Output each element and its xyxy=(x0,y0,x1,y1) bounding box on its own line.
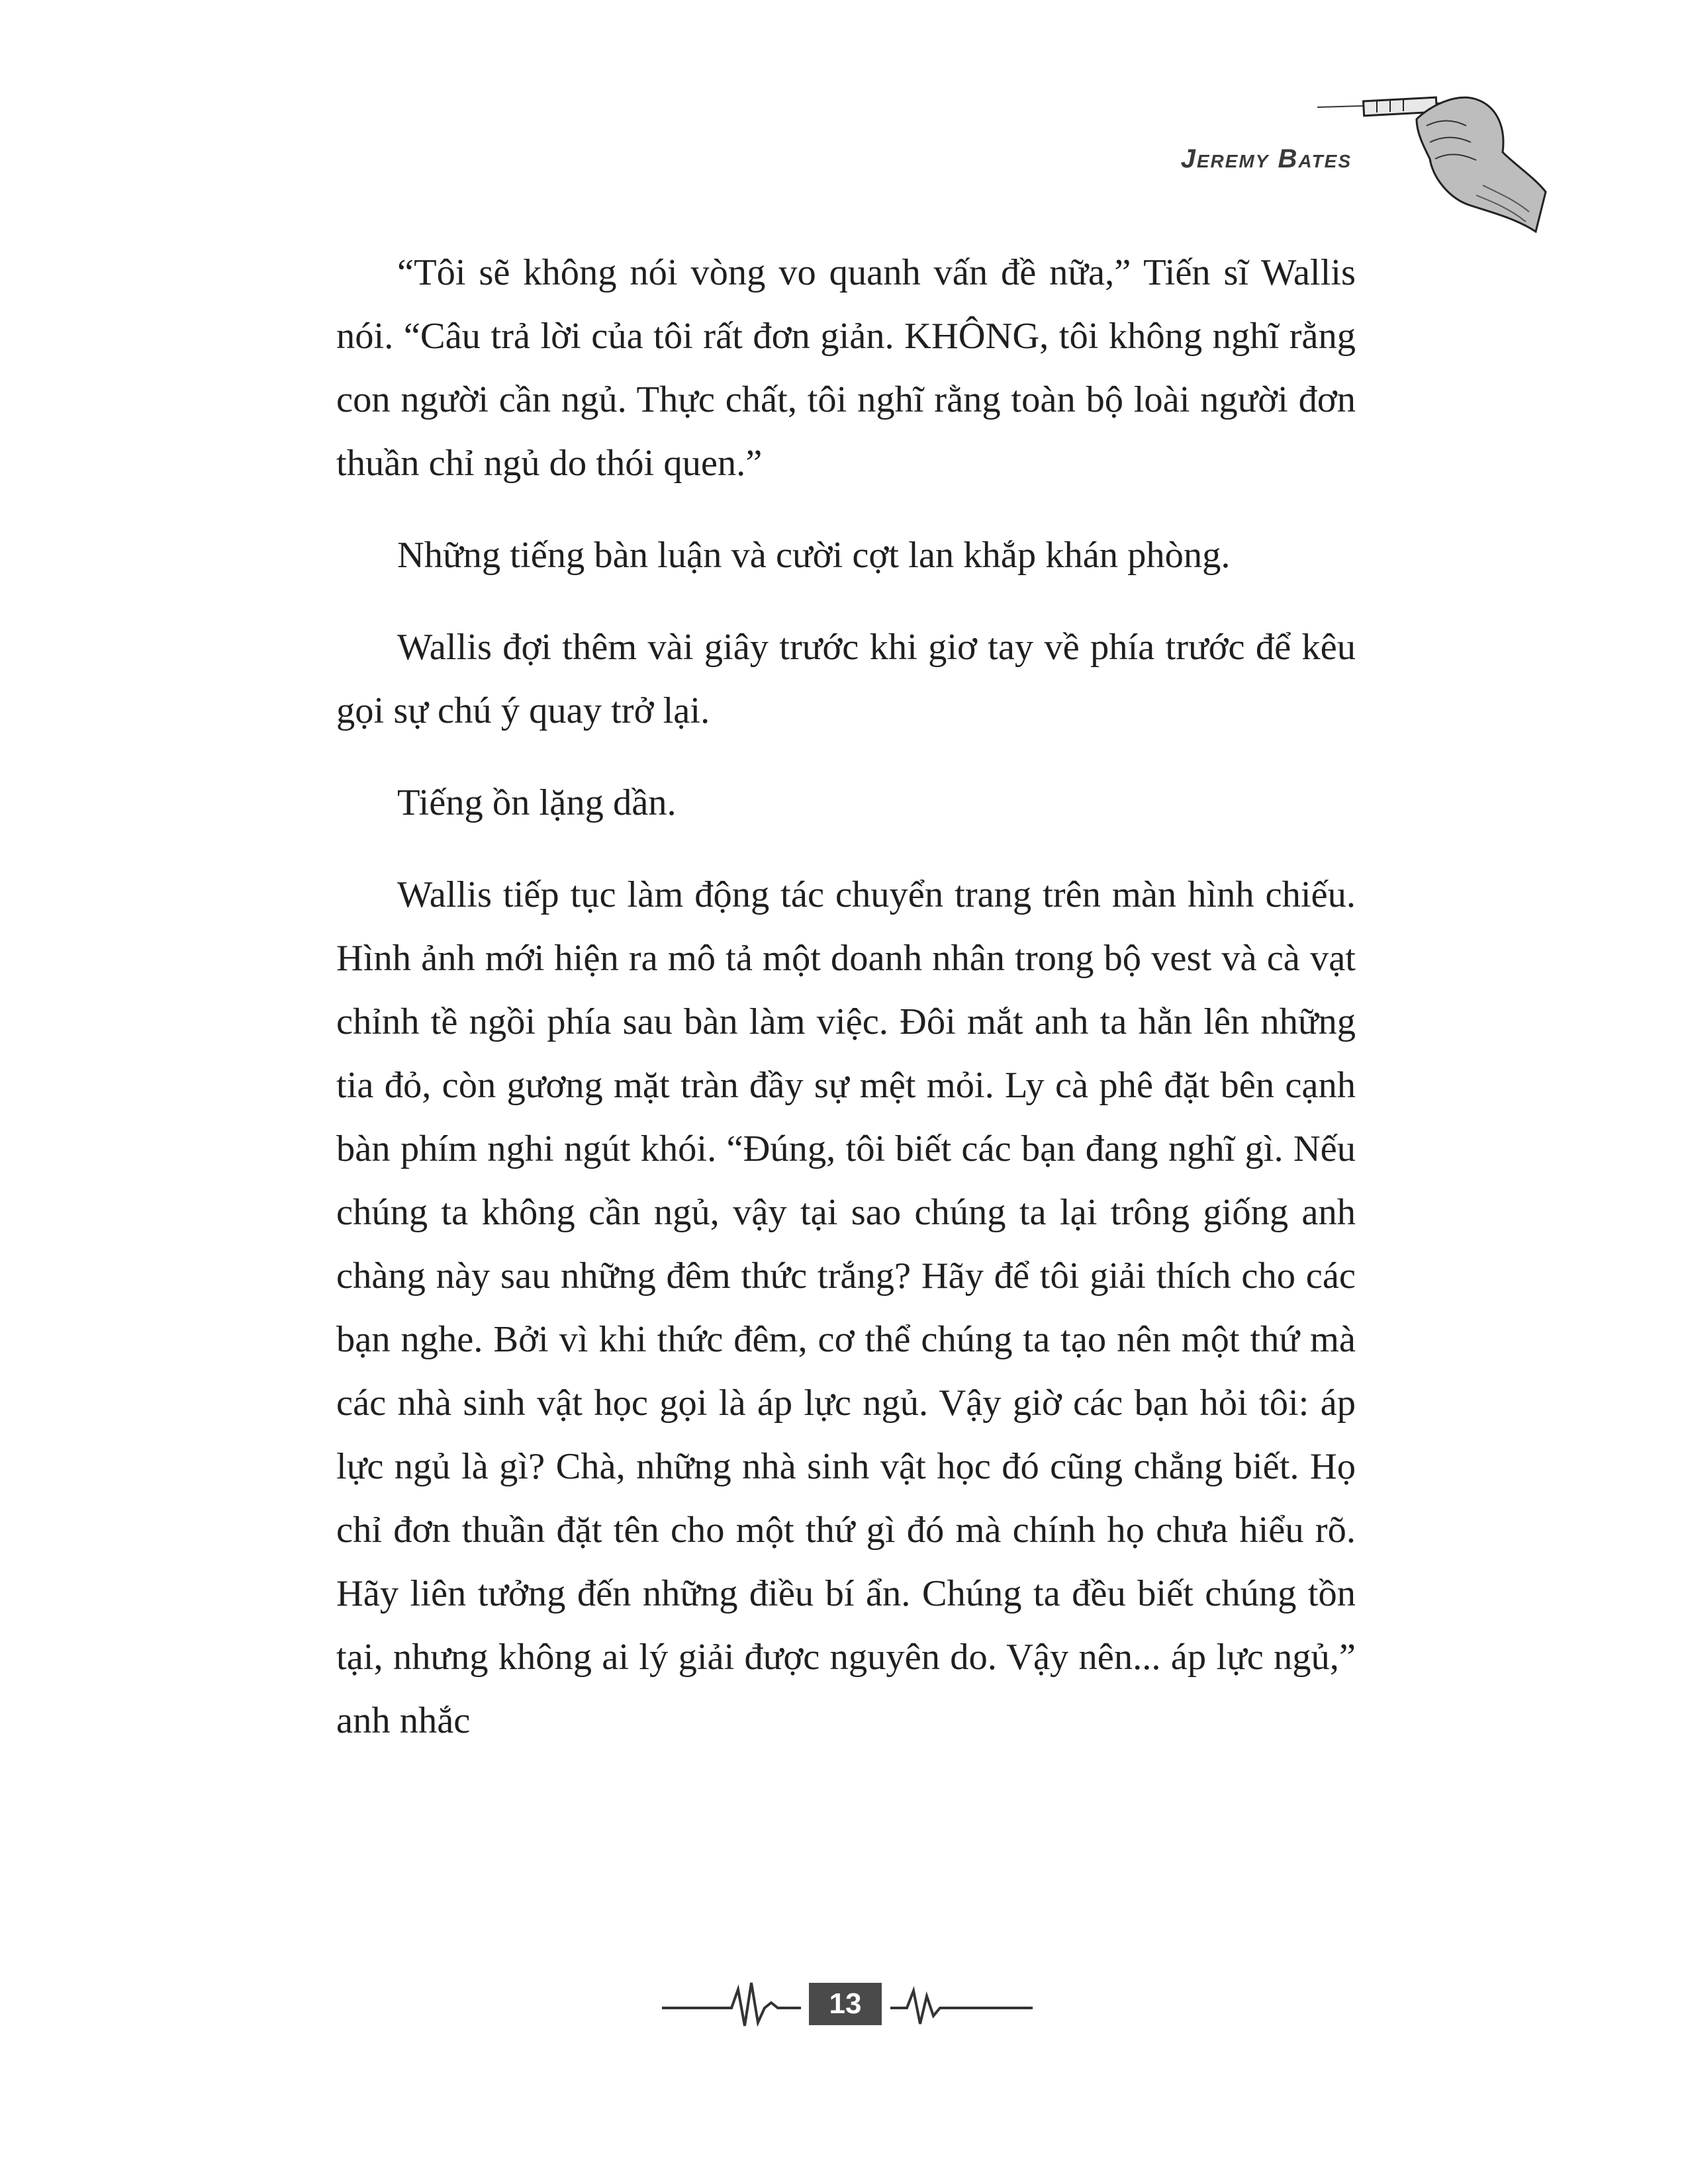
syringe-hand-icon xyxy=(1317,79,1556,245)
paragraph: Tiếng ồn lặng dần. xyxy=(397,782,677,823)
running-header-author: Jeremy Bates xyxy=(1180,144,1352,173)
paragraph: Những tiếng bàn luận và cười cợt lan khắp khán phòng. xyxy=(397,535,1231,576)
paragraph: “Tôi sẽ không nói vòng vo quanh vấn đề nữa,” Tiến sĩ Wallis nói. “Câu trả lời của tôi rất đơn giản. KHÔNG, tôi không nghĩ rằng con người cần ngủ. Thực chất, tôi nghĩ rằng toàn bộ loài người đơn thuần chỉ ngủ do thói quen.” xyxy=(336,252,1356,484)
body-text xyxy=(336,241,1356,1781)
page-number: 13 xyxy=(809,1983,882,2025)
paragraph: Wallis tiếp tục làm động tác chuyển trang trên màn hình chiếu. Hình ảnh mới hiện ra mô tả một doanh nhân trong bộ vest và cà vạt chỉnh tề ngồi phía sau bàn làm việc. Đôi mắt anh ta hằn lên những tia đỏ, còn gương mặt tràn đầy sự mệt mỏi. Ly cà phê đặt bên cạnh bàn phím nghi ngút khói. “Đúng, tôi biết các bạn đang nghĩ gì. Nếu chúng ta không cần ngủ, vậy tại sao chúng ta lại trông giống anh chàng này sau những đêm thức trắng? Hãy để tôi giải thích cho các bạn nghe. Bởi vì khi thức đêm, cơ thể chúng ta tạo nên một thứ mà các nhà sinh vật học gọi là áp lực ngủ. Vậy giờ các bạn hỏi tôi: áp lực ngủ là gì? Chà, những nhà sinh vật học đó cũng chẳng biết. Họ chỉ đơn thuần đặt tên cho một thứ gì đó mà chính họ chưa hiểu rõ. Hãy liên tưởng đến những điều bí ẩn. Chúng ta đều biết chúng tồn tại, nhưng không ai lý giải được nguyên do. Vậy nên... áp lực ngủ,” anh nhắc xyxy=(336,874,1356,1741)
paragraph: Wallis đợi thêm vài giây trước khi giơ tay về phía trước để kêu gọi sự chú ý quay trở lại. xyxy=(336,627,1356,731)
